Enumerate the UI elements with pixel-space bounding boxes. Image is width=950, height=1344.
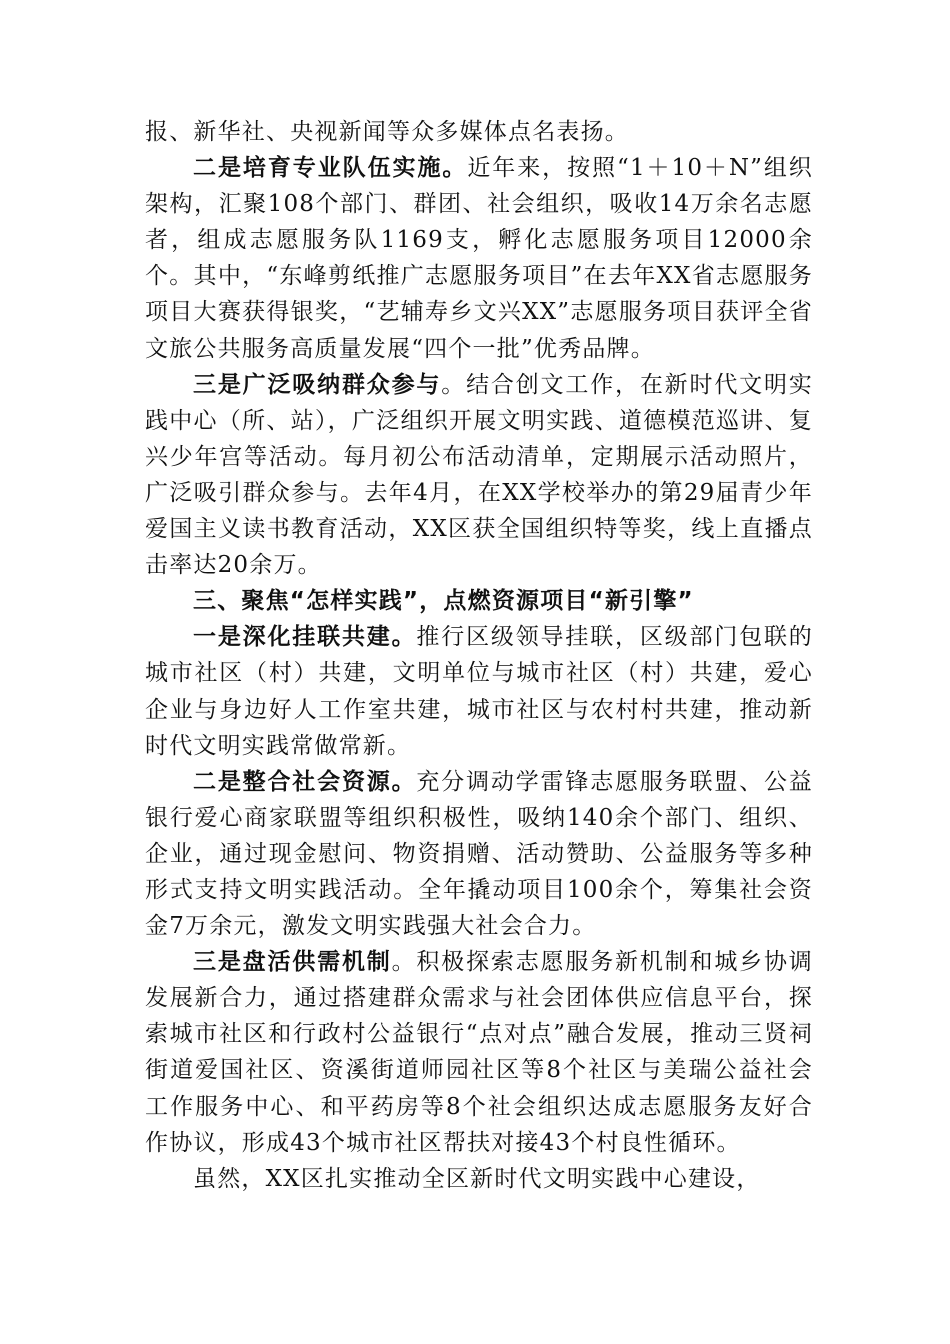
document-page xyxy=(145,114,813,1197)
paragraph-social-resources xyxy=(145,764,813,944)
paragraph-text: 充分调动学雷锋志愿服务联盟、公益银行爱心商家联盟等组织积极性，吸纳140余个部门、组织、企业，通过现金慰问、物资捐赠、活动赞助、公益服务等多种形式支持文明实践活动。全年撬动项目100余个，筹集社会资金7万余元，激发文明实践强大社会合力。 xyxy=(145,768,813,940)
paragraph-lead: 一是深化挂联共建。 xyxy=(193,624,417,651)
paragraph-train-teams xyxy=(145,150,813,367)
section-heading: 三、聚焦“怎样实践”，点燃资源项目“新引擎” xyxy=(193,588,694,615)
paragraph-text: 虽然，XX区扎实推动全区新时代文明实践中心建设， xyxy=(193,1165,761,1192)
paragraph-public-participation xyxy=(145,367,813,584)
paragraph-text: 。积极探索志愿服务新机制和城乡协调发展新合力，通过搭建群众需求与社会团体供应信息平台，探索城市社区和行政村公益银行“点对点”融合发展，推动三贤祠街道爱国社区、资溪街道师园社区等8个社区与美瑞公益社会工作服务中心、和平药房等8个社会组织达成志愿服务友好合作协议，形成43个城市社区帮扶对接43个村良性循环。 xyxy=(145,949,813,1156)
paragraph-joint-building xyxy=(145,619,813,763)
paragraph-continuation xyxy=(145,114,813,150)
paragraph-text: 。结合创文工作，在新时代文明实践中心（所、站），广泛组织开展文明实践、道德模范巡讲、复兴少年宫等活动。每月初公布活动清单，定期展示活动照片，广泛吸引群众参与。去年4月，在XX学校举办的第29届青少年爱国主义读书教育活动，XX区获全国组织特等奖，线上直播点击率达20余万。 xyxy=(145,371,813,579)
paragraph-lead: 二是整合社会资源。 xyxy=(193,768,417,795)
paragraph-lead: 三是广泛吸纳群众参与 xyxy=(193,371,442,398)
paragraph-lead: 三是盘活供需机制 xyxy=(193,949,392,976)
paragraph-text: 报、新华社、央视新闻等众多媒体点名表扬。 xyxy=(145,119,629,145)
paragraph-supply-demand xyxy=(145,944,813,1161)
paragraph-lead: 二是培育专业队伍实施。 xyxy=(193,155,468,182)
paragraph-closing-start xyxy=(145,1161,813,1197)
paragraph-text: 近年来，按照“1＋10＋N”组织架构，汇聚108个部门、群团、社会组织，吸收14万余名志愿者，组成志愿服务队1169支，孵化志愿服务项目12000余个。其中，“东峰剪纸推广志愿服务项目”在去年XX省志愿服务项目大赛获得银奖，“艺辅寿乡文兴XX”志愿服务项目获评全省文旅公共服务高质量发展“四个一批”优秀品牌。 xyxy=(145,155,813,362)
paragraph-text: 推行区级领导挂联，区级部门包联的城市社区（村）共建，文明单位与城市社区（村）共建，爱心企业与身边好人工作室共建，城市社区与农村村共建，推动新时代文明实践常做常新。 xyxy=(145,624,813,759)
